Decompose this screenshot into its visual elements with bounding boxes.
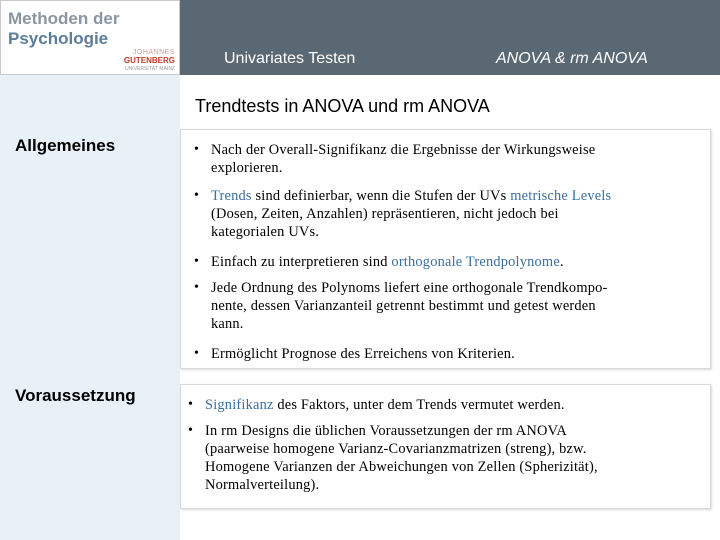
bullet-dot: • (194, 280, 200, 295)
logo-title-line1: Methoden der (8, 9, 120, 28)
bullet-line (211, 279, 608, 297)
bullet-item (194, 345, 515, 363)
bullet-dot: • (194, 254, 200, 269)
highlighted-term: Signifikanz (205, 397, 274, 413)
bullet-line (211, 345, 515, 363)
header-bar (0, 0, 720, 75)
section-label-allgemeines: Allgemeines (15, 136, 116, 155)
bullet-line (211, 205, 611, 223)
bullet-line (211, 253, 564, 271)
bullet-text: nente, dessen Varianzanteil getrennt bestimmt und getest werden (211, 298, 596, 314)
bullet-dot: • (194, 142, 200, 157)
bullet-dot: • (188, 397, 194, 412)
header-subtopic: ANOVA & rm ANOVA (496, 50, 648, 67)
bullet-line (205, 476, 598, 494)
bullet-dot: • (194, 188, 200, 203)
bullet-text: In rm Designs die üblichen Voraussetzungen der rm ANOVA (205, 423, 567, 439)
slide-title: Trendtests in ANOVA und rm ANOVA (195, 96, 490, 116)
university-logo (113, 49, 177, 73)
bullet-item (194, 253, 564, 271)
bullet-text: Ermöglicht Prognose des Erreichens von Kriterien. (211, 346, 515, 362)
bullet-text: kann. (211, 316, 244, 332)
bullet-text: Jede Ordnung des Polynoms liefert eine orthogonale Trendkompo- (211, 280, 608, 296)
highlighted-term: Trends (211, 188, 252, 204)
bullet-text: (Dosen, Zeiten, Anzahlen) repräsentieren, nicht jedoch bei (211, 206, 559, 222)
bullet-line (211, 315, 608, 333)
bullet-item (194, 187, 612, 241)
bullet-line (205, 440, 598, 458)
bullet-text: explorieren. (211, 160, 283, 176)
logo (0, 0, 180, 75)
bullet-item (188, 422, 598, 494)
bullet-dot: • (194, 346, 200, 361)
bullet-text: Einfach zu interpretieren sind (211, 254, 392, 270)
highlighted-term: metrische Levels (510, 188, 612, 204)
bullet-item (194, 141, 596, 177)
content-box-allgemeines (180, 129, 711, 369)
bullet-line (205, 458, 598, 476)
bullet-text: Normalverteilung). (205, 477, 320, 493)
bullet-text: (paarweise homogene Varianz-Covarianzmatrizen (streng), bzw. (205, 441, 587, 457)
bullet-line (211, 187, 611, 205)
bullet-line (211, 159, 595, 177)
bullet-item (188, 396, 565, 414)
bullet-item (194, 279, 608, 333)
bullet-text: des Faktors, unter dem Trends vermutet werden. (273, 397, 565, 413)
header-topic: Univariates Testen (224, 50, 356, 67)
bullet-text: Nach der Overall-Signifikanz die Ergebnisse der Wirkungsweise (211, 142, 596, 158)
bullet-line (211, 297, 608, 315)
bullet-line (211, 223, 611, 241)
bullet-line (205, 396, 565, 414)
bullet-text: Homogene Varianzen der Abweichungen von Zellen (Spherizität), (205, 459, 598, 475)
content-box-voraussetzung (180, 384, 711, 509)
section-label-voraussetzung: Voraussetzung (15, 386, 136, 405)
bullet-line (205, 422, 598, 440)
bullet-dot: • (188, 423, 194, 438)
university-logo-top: JOHANNES (132, 49, 175, 56)
bullet-text: sind definierbar, wenn die Stufen der UVs (251, 188, 511, 204)
university-logo-name: GUTENBERG (123, 56, 175, 65)
university-logo-bottom: UNIVERSITÄT MAINZ (125, 66, 175, 72)
bullet-text: kategorialen UVs. (211, 224, 320, 240)
logo-title-line2: Psychologie (8, 29, 109, 48)
highlighted-term: orthogonale Trendpolynome (391, 254, 560, 270)
bullet-text: . (559, 254, 564, 270)
bullet-line (211, 141, 595, 159)
